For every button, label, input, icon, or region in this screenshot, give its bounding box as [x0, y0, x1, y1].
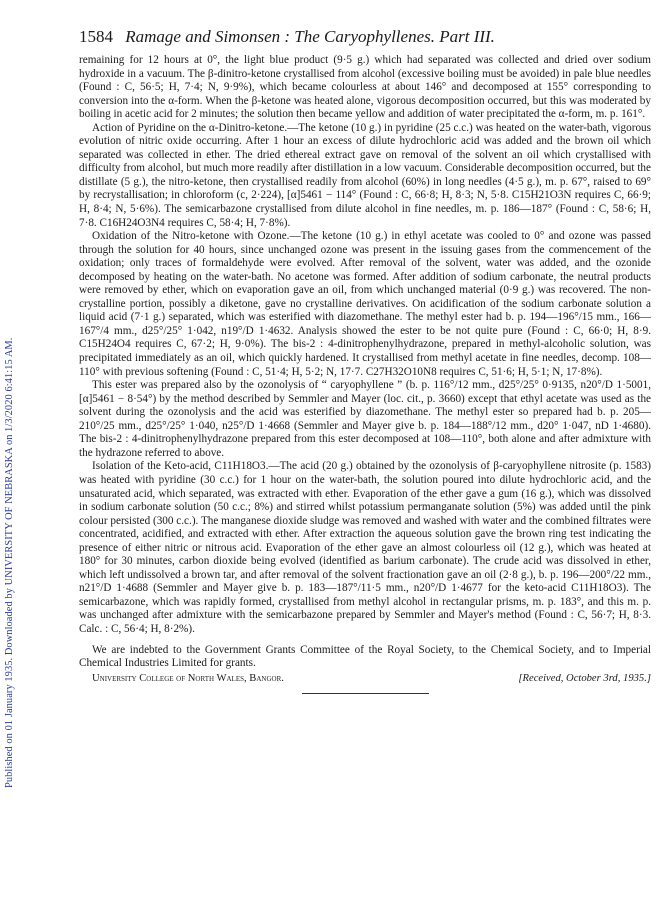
running-title: Ramage and Simonsen : The Caryophyllenes. Part III.	[125, 27, 495, 46]
download-watermark	[4, 88, 18, 788]
affiliation-line	[79, 673, 651, 684]
page	[79, 26, 651, 694]
institution: University College of North Wales, Bangor.	[92, 672, 284, 684]
paragraph: Action of Pyridine on the α-Dinitro-ketone.—The ketone (10 g.) in pyridine (25 c.c.) was heated on the water-bath, vigorous evolution of nitric oxide occurring. After 1 hour an excess of dilute hydrochloric acid was added and the brown oil which separated was collected in ether. The dried ethereal extract gave on removal of the solvent an oil which crystallised with difficulty from alcohol, but much more readily after distillation in a low vacuum. Considerable decomposition occurred, but the distillate (5 g.), the nitro-ketone, then crystallised readily from alcohol (60%) in long needles (4·5 g.), m. p. 67°, raised to 69° by recrystallisation; in chloroform (c, 2·224), [α]5461 − 114° (Found : C, 66·8; H, 8·3; N, 5·8. C15H21O3N requires C, 66·9; H, 8·4; N, 5·6%). The semicarbazone crystallised from dilute alcohol in fine needles, m. p. 186—187° (Found : C, 58·6; H, 7·8. C16H24O3N4 requires C, 58·4; H, 7·8%).	[79, 121, 651, 229]
acknowledgement: We are indebted to the Government Grants Committee of the Royal Society, to the Chemical Society, and to Imperial Chemical Industries Limited for grants.	[79, 643, 651, 670]
paragraph: remaining for 12 hours at 0°, the light blue product (9·5 g.) which had separated was collected and dried over sodium hydroxide in a vacuum. The β-dinitro-ketone crystallised from alcohol (excessive boiling must be avoided) in pale blue needles (Found : C, 56·5; H, 7·4; N, 9·9%), which became colourless at about 146° and decomposed at 155° corresponding to conversion into the α-form. When the β-ketone was heated alone, vigorous decomposition occurred, but this was moderated by boiling in acetic acid for 2 minutes; the solution then became yellow and addition of water precipitated the α-form, m. p. 161°.	[79, 54, 651, 121]
page-number: 1584	[79, 27, 113, 46]
paragraph: Oxidation of the Nitro-ketone with Ozone.—The ketone (10 g.) in ethyl acetate was cooled to 0° and ozone was passed through the solution for 40 hours, since unchanged ozone was present in the issuing gases from the commencement of the oxidation; only traces of formaldehyde were evolved. After removal of the solvent, water was added, and the ozonide decomposed by heating on the water-bath. No acetone was formed. After addition of sodium carbonate, the neutral products were removed by ether, which on evaporation gave an oil, from which unchanged material (0·9 g.) was recovered. The non-crystalline portion, possibly a diketone, gave no crystalline derivatives. On acidification of the sodium carbonate solution a liquid acid (7·1 g.) separated, which was esterified with diazomethane. The methyl ester had b. p. 194—196°/15 mm., 166—167°/4 mm., d25°/25° 1·042, n19°/D 1·4632. Analysis showed the ester to be not quite pure (Found : C, 66·0; H, 8·9. C15H24O4 requires C, 67·2; H, 9·0%). The bis-2 : 4-dinitrophenylhydrazone, prepared in methyl-alcoholic solution, was precipitated immediately as an oil, which quickly hardened. It crystallised from methyl acetate in fine needles, decomp. 108—110° with previous softening (Found : C, 51·4; H, 5·2; N, 17·7. C27H32O10N8 requires C, 51·6; H, 5·1; N, 17·8%).	[79, 230, 651, 378]
article-body	[79, 54, 651, 671]
paragraph: This ester was prepared also by the ozonolysis of “ caryophyllene ” (b. p. 116°/12 mm., d25°/25° 0·9135, n20°/D 1·5001, [α]5461 − 8·54°) by the method described by Semmler and Mayer (loc. cit., p. 3660) except that ethyl acetate was used as the solvent during the ozonolysis and the acid was esterified by diazomethane. The methyl ester so prepared had b. p. 205—210°/25 mm., d25°/25° 1·040, n25°/D 1·4668 (Semmler and Mayer give b. p. 184—188°/12 mm., d20° 1·047, nD 1·4680). The bis-2 : 4-dinitrophenylhydrazone prepared from this ester decomposed at 108—110°, both alone and after admixture with the hydrazone referred to above.	[79, 379, 651, 459]
end-rule	[302, 693, 429, 694]
download-watermark-text: Published on 01 January 1935. Downloaded by UNIVERSITY OF NEBRASKA on 1/3/2020 6:41:15 AM.	[4, 337, 15, 788]
running-header	[79, 26, 651, 48]
paragraph: Isolation of the Keto-acid, C11H18O3.—The acid (20 g.) obtained by the ozonolysis of β-caryophyllene nitrosite (p. 1583) was heated with pyridine (30 c.c.) for 1 hour on the water-bath, the solution poured into dilute hydrochloric acid, and the unsaturated acid, which separated, was extracted with ether. Evaporation of the ether gave a gum (16 g.), which was dissolved in sodium carbonate solution (50 c.c.; 8%) and stirred whilst potassium permanganate solution (5%) was added until the pink colour persisted (300 c.c.). The manganese dioxide sludge was removed and washed with water and the combined filtrates were concentrated, acidified, and extracted with ether. After extraction the aqueous solution gave the brown ring test indicating the presence of either nitric or nitrous acid. Evaporation of the ether gave an almost colourless oil (12 g.), which was heated at 180° for 30 minutes, carbon dioxide being evolved (identified as barium carbonate). The crude acid was dissolved in ether, which left undissolved a brown tar, and after removal of the solvent fractionation gave an oil (2·8 g.), b. p. 196—200°/22 mm., n21°/D 1·4688 (Semmler and Mayer give b. p. 183—187°/11·5 mm., n20°/D 1·4677 for the keto-acid C11H18O3). The semicarbazone, which was rapidly formed, crystallised from methyl alcohol in rectangular prisms, m. p. 183°, and this m. p. was unchanged after admixture with the semicarbazone prepared by Semmler and Mayer's method (Found : C, 56·7; H, 8·3. Calc. : C, 56·4; H, 8·2%).	[79, 460, 651, 635]
received-date: [Received, October 3rd, 1935.]	[518, 672, 651, 684]
